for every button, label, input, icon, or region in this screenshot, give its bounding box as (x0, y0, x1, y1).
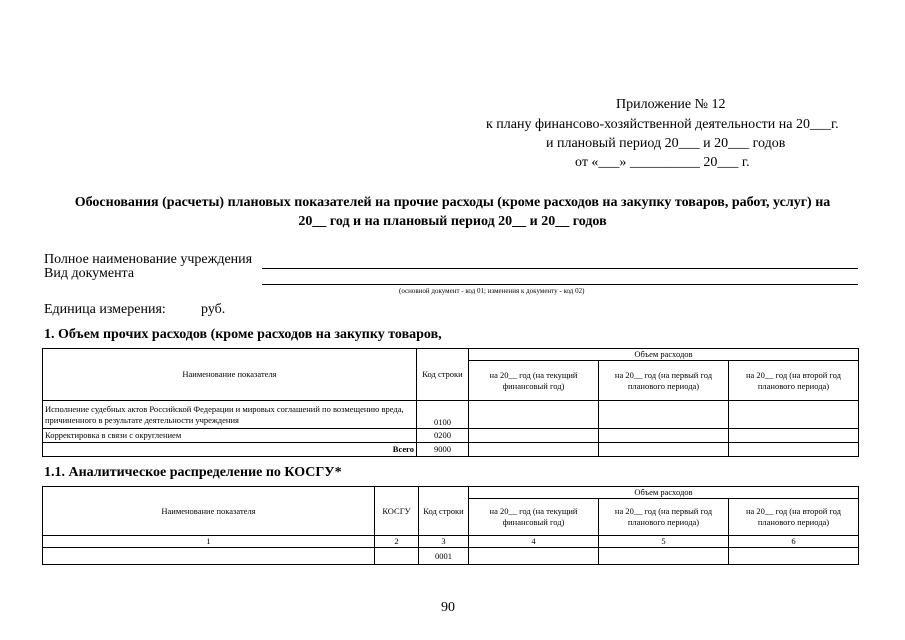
section11-table (42, 486, 859, 565)
col-number: 1 (43, 536, 375, 548)
col-kosgu-header: КОСГУ (375, 487, 419, 536)
row-name: Исполнение судебных актов Российской Федерации и мировых соглашений по возмещению вреда, причиненного в результате деятельности учреждения (43, 401, 417, 429)
appendix-plan-line: к плану финансово-хозяйственной деятельности на 20___г. (486, 117, 839, 132)
table-row (43, 429, 859, 443)
row-value-year3 (729, 401, 859, 429)
col-year3-header: на 20__ год (на второй год планового периода) (729, 361, 859, 401)
col-code-header: Код строки (417, 349, 469, 401)
col-number: 3 (419, 536, 469, 548)
total-value-year1 (469, 443, 599, 457)
col-number: 4 (469, 536, 599, 548)
total-value-year3 (729, 443, 859, 457)
total-label: Всего (43, 443, 417, 457)
row-code: 0200 (417, 429, 469, 443)
total-code: 9000 (417, 443, 469, 457)
doc-type-label: Вид документа (44, 266, 135, 281)
row-code: 0001 (419, 548, 469, 565)
col-number: 2 (375, 536, 419, 548)
col-year1-header: на 20__ год (на текущий финансовый год) (469, 499, 599, 536)
row-value-year1 (469, 548, 599, 565)
unit-label: Единица измерения: (44, 302, 166, 317)
col-year2-header: на 20__ год (на первый год планового периода) (599, 499, 729, 536)
table-row (43, 401, 859, 429)
section11-heading: 1.1. Аналитическое распределение по КОСГУ* (44, 465, 342, 480)
document-title-line1: Обоснования (расчеты) плановых показателей на прочие расходы (кроме расходов на закупку товаров, работ, услуг) на (74, 195, 831, 210)
total-row (43, 443, 859, 457)
page-number: 90 (441, 600, 455, 615)
row-kosgu (375, 548, 419, 565)
institution-label: Полное наименование учреждения (44, 252, 253, 267)
section1-table (42, 348, 859, 457)
col-volume-header: Объем расходов (469, 487, 859, 499)
institution-underline (262, 268, 858, 269)
row-value-year3 (729, 429, 859, 443)
row-name (43, 548, 375, 565)
table-row (43, 548, 859, 565)
total-value-year2 (599, 443, 729, 457)
doc-type-hint: (основной документ - код 01; изменения к документу - код 02) (399, 287, 585, 295)
row-name: Корректировка в связи с округлением (43, 429, 417, 443)
col-number: 6 (729, 536, 859, 548)
col-name-header: Наименование показателя (43, 487, 375, 536)
appendix-number: Приложение № 12 (616, 97, 726, 112)
column-numbers-row (43, 536, 859, 548)
col-volume-header: Объем расходов (469, 349, 859, 361)
col-year1-header: на 20__ год (на текущий финансовый год) (469, 361, 599, 401)
appendix-period-line: и плановый период 20___ и 20___ годов (546, 136, 786, 151)
col-code-header: Код строки (419, 487, 469, 536)
appendix-date-line: от «___» __________ 20___ г. (575, 155, 750, 170)
row-value-year3 (729, 548, 859, 565)
row-value-year1 (469, 401, 599, 429)
row-value-year2 (599, 548, 729, 565)
section1-heading: 1. Объем прочих расходов (кроме расходов на закупку товаров, (44, 327, 442, 342)
document-title-line2: 20__ год и на плановый период 20__ и 20__ годов (298, 214, 607, 229)
unit-value: руб. (201, 302, 226, 317)
doc-type-underline (262, 284, 858, 285)
col-year3-header: на 20__ год (на второй год планового периода) (729, 499, 859, 536)
row-value-year2 (599, 429, 729, 443)
row-value-year2 (599, 401, 729, 429)
row-value-year1 (469, 429, 599, 443)
col-name-header: Наименование показателя (43, 349, 417, 401)
col-year2-header: на 20__ год (на первый год планового периода) (599, 361, 729, 401)
row-code: 0100 (417, 401, 469, 429)
col-number: 5 (599, 536, 729, 548)
